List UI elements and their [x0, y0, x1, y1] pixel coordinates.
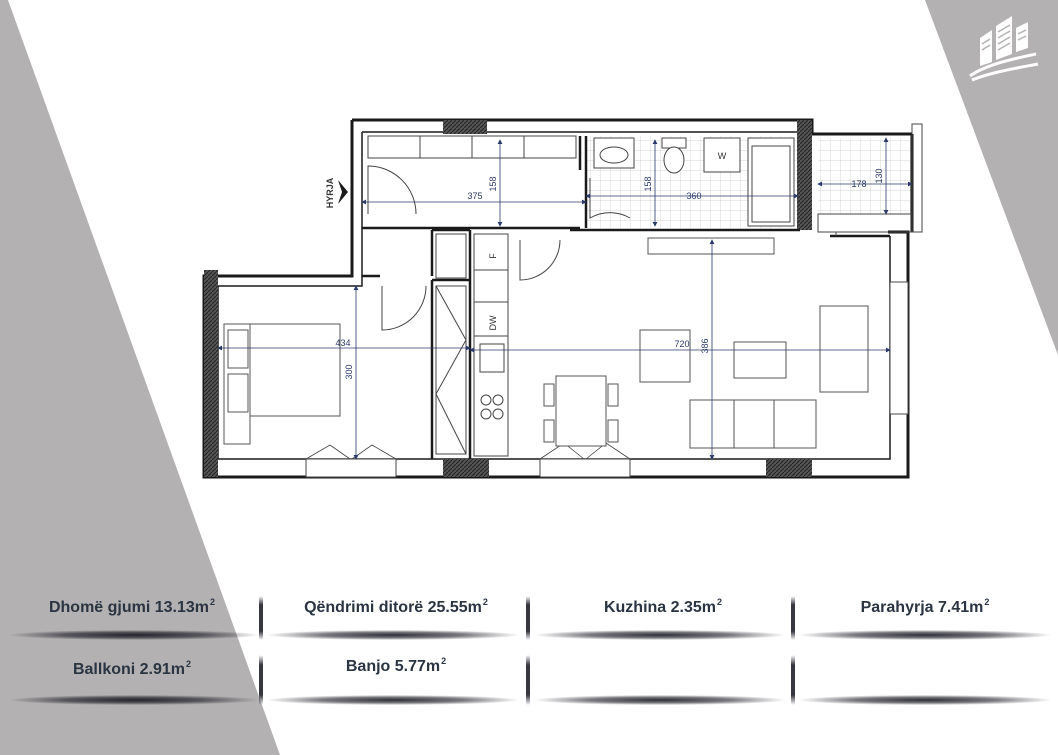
row-separator	[800, 630, 1050, 640]
column-divider	[259, 655, 263, 705]
dim-hall-depth: 158	[488, 176, 498, 192]
windows	[306, 282, 908, 477]
entrance-arrow-icon	[338, 180, 348, 204]
dim-bedroom-depth: 300	[344, 364, 354, 380]
balcony-floor	[818, 138, 914, 214]
room-area-balcony: Ballkoni $2.91m^2$	[72, 659, 192, 678]
column-divider	[526, 655, 530, 705]
kitchen-counter	[474, 234, 508, 456]
dim-balcony-depth: 130	[874, 168, 884, 184]
room-area-living: Qëndrimi ditorë $25.55m^2$	[304, 597, 488, 616]
room-area-kitchen: Kuzhina $2.35m^2$	[603, 597, 723, 616]
dim-living-depth: 386	[700, 338, 710, 354]
bed	[224, 324, 340, 444]
wall-hatch	[797, 120, 812, 230]
dim-living-width: 720	[674, 339, 690, 349]
entrance-label: HYRJA	[325, 177, 335, 209]
row-separator	[536, 630, 784, 640]
washer-label: W	[717, 151, 727, 161]
row-separator	[10, 630, 258, 640]
column-divider	[791, 596, 795, 640]
wall-hatch	[766, 459, 812, 477]
wall-hatch	[443, 120, 487, 134]
row-separator	[10, 695, 258, 705]
dishwasher-label: DW	[488, 315, 498, 331]
column-divider	[791, 655, 795, 705]
wall-hatch	[204, 270, 218, 477]
dim-bath-width: 360	[686, 191, 702, 201]
column-divider	[526, 596, 530, 640]
row-separator	[268, 695, 518, 705]
row-separator	[268, 630, 518, 640]
room-area-bathroom: Banjo $5.77m^2$	[345, 656, 447, 675]
room-area-hall: Parahyrja $7.41m^2$	[860, 597, 990, 616]
column-divider	[259, 596, 263, 640]
dim-hall-width: 375	[467, 191, 483, 201]
wall-hatch	[443, 459, 489, 477]
room-area-bedroom: Dhomë gjumi $13.13m^2$	[48, 597, 216, 616]
dim-bath-depth: 158	[643, 176, 653, 192]
fridge-label: F	[488, 253, 498, 259]
dim-bedroom-width: 434	[335, 338, 351, 348]
dim-balcony-width: 178	[851, 179, 867, 189]
row-separator	[536, 695, 784, 705]
row-separator	[800, 695, 1050, 705]
